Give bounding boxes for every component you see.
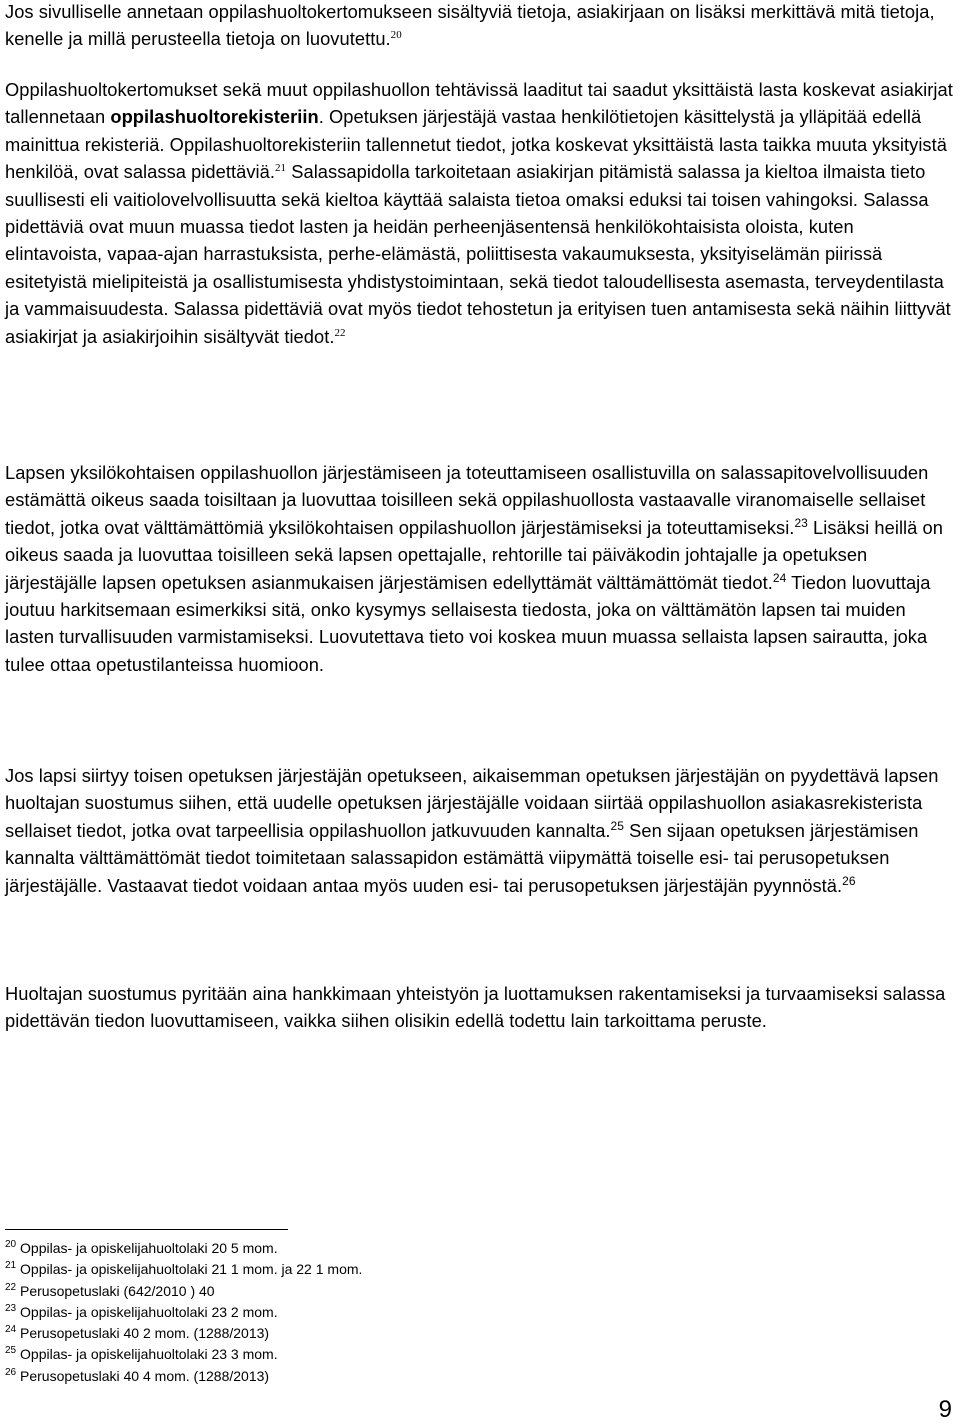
footnote-text: Oppilas- ja opiskelijahuoltolaki 23 2 mom. <box>20 1303 278 1320</box>
footnote-24 <box>5 1323 905 1344</box>
paragraph-information-sharing <box>5 459 955 678</box>
footnote-22 <box>5 1281 905 1302</box>
footnote-text: Perusopetuslaki (642/2010 ) 40 <box>20 1282 215 1299</box>
footnote-ref[interactable]: 25 <box>610 818 624 833</box>
footnote-ref[interactable]: 24 <box>772 570 787 585</box>
footnote-ref[interactable]: 21 <box>275 162 287 175</box>
footnote-number: 25 <box>5 1345 17 1357</box>
footnote-ref[interactable]: 23 <box>794 515 808 530</box>
footnote-text: Perusopetuslaki 40 2 mom. (1288/2013) <box>20 1325 270 1342</box>
footnote-text: Oppilas- ja opiskelijahuoltolaki 20 5 mom. <box>20 1240 278 1256</box>
paragraph-text: Oppilashuoltokertomukset sekä muut oppilashuollon tehtävissä laaditut tai saadut yksittäistä lasta koskevat asiakirjat tallennetaan <box>5 79 953 128</box>
bold-term: oppilashuoltorekisteriin <box>110 106 319 128</box>
paragraph-guardian-consent <box>5 980 955 1035</box>
footnote-23 <box>5 1302 905 1323</box>
page-number: 9 <box>938 1396 952 1423</box>
footnote-number: 26 <box>5 1366 17 1378</box>
footnote-number: 21 <box>5 1260 17 1272</box>
footnote-number: 23 <box>5 1302 17 1314</box>
footnote-26 <box>5 1366 905 1387</box>
paragraph-text: Lisäksi heillä on oikeus saada ja luovuttaa toisilleen sekä lapsen opettajalle, rehtorille tai päiväkodin johtajalle ja opetuksen järjestäjälle lapsen opetuksen asianmukaisen järjestämisen edellyttämät välttämättömät tiedot. <box>5 516 943 593</box>
paragraph-text: Tiedon luovuttaja joutuu harkitsemaan esimerkiksi sitä, onko kysymys sellaisesta tiedosta, joka on välttämätön lapsen tai muiden lasten turvallisuuden varmistamiseksi. Luovutettava tieto voi koskea muun muassa sellaista lapsen sairautta, joka tulee ottaa opetustilanteissa huomioon. <box>5 571 931 675</box>
paragraph-text: Salassapidolla tarkoitetaan asiakirjan pitämistä salassa ja kieltoa ilmaista tieto suullisesti eli vaitiolovelvollisuutta sekä kieltoa käyttää salaista tietoa omaksi eduksi tai toisen vahingoksi. Salassa pidettäviä ovat muun muassa tiedot lasten ja heidän perheenjäsentensä henkilökohtaisista oloista, kuten elintavoista, vapaa-ajan harrastuksista, perhe-elämästä, poliittisesta vakaumuksesta, yksityiselämän piirissä esitetyistä mielipiteistä ja osallistumisesta yhdistystoimintaan, sekä tiedot taloudellisesta asemasta, terveydentilasta ja vammaisuudesta. Salassa pidettäviä ovat myös tiedot tehostetun ja erityisen tuen antamisesta sekä näihin liittyvät asiakirjat ja asiakirjoihin sisältyvät tiedot. <box>5 161 951 347</box>
footnote-ref[interactable]: 26 <box>842 873 856 888</box>
paragraph-disclosure-record <box>5 0 955 53</box>
footnote-divider <box>5 1229 288 1230</box>
footnote-ref[interactable]: 20 <box>390 29 402 42</box>
paragraph-text: Jos lapsi siirtyy toisen opetuksen järjestäjän opetukseen, aikaisemman opetuksen järjestäjän on pyydettävä lapsen huoltajan suostumus siihen, että uudelle opetuksen järjestäjälle voidaan siirtää oppilashuollon asiakasrekisterista sellaiset tiedot, jotka ovat tarpeellisia oppilashuollon jatkuvuuden kannalta. <box>5 765 939 841</box>
paragraph-text: Sen sijaan opetuksen järjestämisen kannalta välttämättömät tiedot toimitetaan salassapidon estämättä viipymättä toiselle esi- tai perusopetuksen järjestäjälle. Vastaavat tiedot voidaan antaa myös uuden esi- tai perusopetuksen järjestäjän pyynnöstä. <box>5 819 919 896</box>
footnote-text: Perusopetuslaki 40 4 mom. (1288/2013) <box>20 1367 270 1384</box>
footnote-number: 22 <box>5 1281 17 1293</box>
footnote-21 <box>5 1259 905 1280</box>
footnote-20 <box>5 1238 905 1259</box>
footnote-number: 24 <box>5 1324 17 1336</box>
footnote-text: Oppilas- ja opiskelijahuoltolaki 21 1 mom. ja 22 1 mom. <box>20 1261 363 1278</box>
paragraph-text: Huoltajan suostumus pyritään aina hankkimaan yhteistyön ja luottamuksen rakentamiseksi ja turvaamiseksi salassa pidettävän tiedon luovuttamiseen, vaikka siihen olisikin edellä todettu lain tarkoittama peruste. <box>5 983 946 1032</box>
footnotes <box>5 1238 905 1387</box>
paragraph-text: Lapsen yksilökohtaisen oppilashuollon järjestämiseen ja toteuttamiseen osallistuvilla on salassapitovelvollisuuden estämättä oikeus saada toisiltaan ja luovuttaa toisilleen sekä oppilashuollosta vastaavalle viranomaiselle sellaiset tiedot, jotka ovat välttämättömiä yksilökohtaisen oppilashuollon järjestämiseksi ja toteuttamiseksi. <box>5 462 929 538</box>
footnote-text: Oppilas- ja opiskelijahuoltolaki 23 3 mom. <box>20 1346 278 1363</box>
footnote-25 <box>5 1344 905 1365</box>
paragraph-register <box>5 76 955 350</box>
footnote-number: 20 <box>5 1239 17 1250</box>
paragraph-transfer <box>5 762 955 899</box>
footnote-ref[interactable]: 22 <box>334 326 346 339</box>
paragraph-text: Jos sivulliselle annetaan oppilashuoltokertomukseen sisältyviä tietoja, asiakirjaan on lisäksi merkittävä mitä tietoja, kenelle ja millä perusteella tietoja on luovutettu. <box>5 1 935 50</box>
paragraph-text: . Opetuksen järjestäjä vastaa henkilötietojen käsittelystä ja ylläpitää edellä mainittua rekisteriä. Oppilashuoltorekisteriin tallennetut tiedot, jotka koskevat yksittäistä lasta taikka muuta yksityistä henkilöä, ovat salassa pidettäviä. <box>5 106 947 183</box>
